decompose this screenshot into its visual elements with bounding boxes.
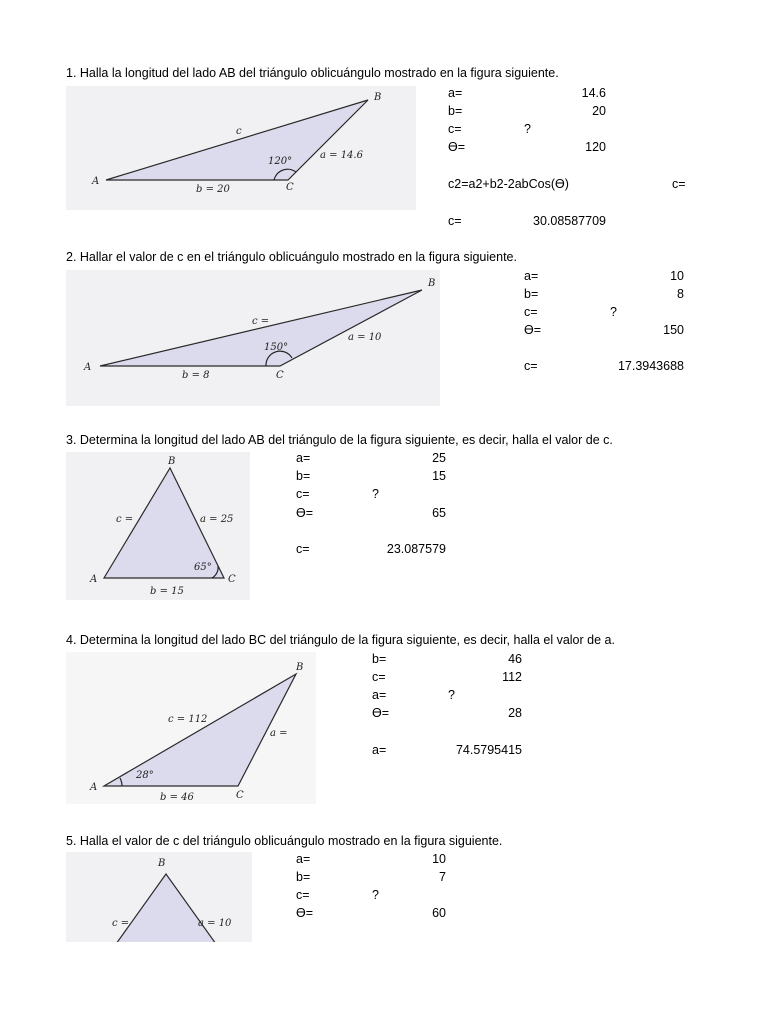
vertex-c-label: C xyxy=(228,574,236,585)
problem-2-figure xyxy=(66,270,440,406)
row-value: 8 xyxy=(677,287,684,301)
row-label: ϴ= xyxy=(296,906,314,920)
row-label: ϴ= xyxy=(448,140,466,154)
side-b-label: b = 8 xyxy=(182,370,210,381)
row-label: a= xyxy=(448,86,463,100)
vertex-a-label: A xyxy=(90,782,98,793)
side-c-label: c = xyxy=(112,918,130,929)
row-value: 28 xyxy=(508,706,522,720)
row-value: ? xyxy=(372,888,379,902)
row-value: 10 xyxy=(432,852,446,866)
row-label: b= xyxy=(296,469,311,483)
row-label: c= xyxy=(524,359,538,373)
row-label: b= xyxy=(296,870,311,884)
side-b-label: b = 20 xyxy=(196,184,230,195)
row-value: 7 xyxy=(439,870,446,884)
vertex-c-label: C xyxy=(236,790,244,801)
problem-2-heading: 2. Hallar el valor de c en el triángulo oblicuángulo mostrado en la figura siguiente. xyxy=(66,250,517,264)
row-label: ϴ= xyxy=(296,506,314,520)
row-label: c= xyxy=(524,305,538,319)
row-value: 30.08587709 xyxy=(533,214,606,228)
vertex-a-label: A xyxy=(90,574,98,585)
problem-2-triangle-diagram xyxy=(66,270,440,406)
side-b-label: b = 15 xyxy=(150,586,184,597)
row-value: 25 xyxy=(432,451,446,465)
triangle-shape xyxy=(106,100,368,180)
row-label: c= xyxy=(296,487,310,501)
row-label: b= xyxy=(448,104,463,118)
angle-label: 28° xyxy=(136,770,154,781)
row-value: ? xyxy=(610,305,617,319)
angle-label: 65° xyxy=(194,562,212,573)
problem-5-heading: 5. Halla el valor de c del triángulo oblicuángulo mostrado en la figura siguiente. xyxy=(66,834,503,848)
vertex-b-label: B xyxy=(168,456,176,467)
row-label: c= xyxy=(448,122,462,136)
row-value: 120 xyxy=(585,140,606,154)
row-value: ? xyxy=(372,487,379,501)
problem-5-triangle-diagram xyxy=(66,852,252,942)
row-value: 74.5795415 xyxy=(455,743,522,757)
row-label: a= xyxy=(372,743,387,757)
vertex-a-label: A xyxy=(84,362,92,373)
row-label: ϴ= xyxy=(524,323,542,337)
row-label: a= xyxy=(372,688,387,702)
row-value: ? xyxy=(524,122,531,136)
row-label: c= xyxy=(296,542,310,556)
side-a-label: a = xyxy=(270,728,288,739)
side-a-label: a = 10 xyxy=(198,918,232,929)
vertex-a-label: A xyxy=(92,176,100,187)
side-a-label: a = 14.6 xyxy=(320,150,363,161)
vertex-c-label: C xyxy=(276,370,284,381)
row-label: a= xyxy=(296,451,311,465)
problem-1-triangle-diagram xyxy=(66,86,416,210)
triangle-shape xyxy=(116,874,216,942)
triangle-shape xyxy=(100,290,422,366)
triangle-shape xyxy=(104,674,296,786)
vertex-b-label: B xyxy=(158,858,166,869)
problem-5-figure xyxy=(66,852,252,942)
row-value: 150 xyxy=(663,323,684,337)
problem-4-figure xyxy=(66,652,316,804)
problem-4-heading: 4. Determina la longitud del lado BC del triángulo de la figura siguiente, es decir, halla el valor de a. xyxy=(66,633,615,647)
row-value: 17.3943688 xyxy=(617,359,684,373)
side-c-label: c = 112 xyxy=(168,714,208,725)
row-value: 23.087579 xyxy=(386,542,446,556)
problem-3-triangle-diagram xyxy=(66,452,250,600)
row-label: b= xyxy=(372,652,387,666)
vertex-b-label: B xyxy=(296,662,304,673)
row-value: 14.6 xyxy=(581,86,606,100)
side-a-label: a = 10 xyxy=(348,332,382,343)
row-value: 65 xyxy=(432,506,446,520)
row-value: 60 xyxy=(432,906,446,920)
row-label: c= xyxy=(372,670,386,684)
row-label: ϴ= xyxy=(372,706,390,720)
problem-3-heading: 3. Determina la longitud del lado AB del triángulo de la figura siguiente, es decir, halla el valor de c. xyxy=(66,433,613,447)
problem-1-heading: 1. Halla la longitud del lado AB del triángulo oblicuángulo mostrado en la figura siguiente. xyxy=(66,66,559,80)
side-b-label: b = 46 xyxy=(160,792,194,803)
vertex-c-label: C xyxy=(286,182,294,193)
row-label: b= xyxy=(524,287,539,301)
row-value: 20 xyxy=(592,104,606,118)
side-c-label: c = xyxy=(116,514,134,525)
formula-result-label: c= xyxy=(672,177,686,191)
side-c-label: c xyxy=(236,126,242,137)
angle-label: 150° xyxy=(264,342,289,353)
side-c-label: c = xyxy=(252,316,270,327)
vertex-b-label: B xyxy=(374,92,382,103)
problem-1-figure xyxy=(66,86,416,210)
row-label: a= xyxy=(524,269,539,283)
row-value: ? xyxy=(448,688,455,702)
problem-4-triangle-diagram xyxy=(66,652,316,804)
row-value: 10 xyxy=(670,269,684,283)
row-value: 112 xyxy=(502,670,522,684)
row-value: 15 xyxy=(432,469,446,483)
row-value: 46 xyxy=(508,652,522,666)
problem-3-figure xyxy=(66,452,250,600)
side-a-label: a = 25 xyxy=(200,514,234,525)
formula-label: c2=a2+b2-2abCos(ϴ) xyxy=(448,177,569,191)
row-label: a= xyxy=(296,852,311,866)
row-label: c= xyxy=(296,888,310,902)
vertex-b-label: B xyxy=(428,278,436,289)
row-label: c= xyxy=(448,214,462,228)
angle-label: 120° xyxy=(268,156,293,167)
